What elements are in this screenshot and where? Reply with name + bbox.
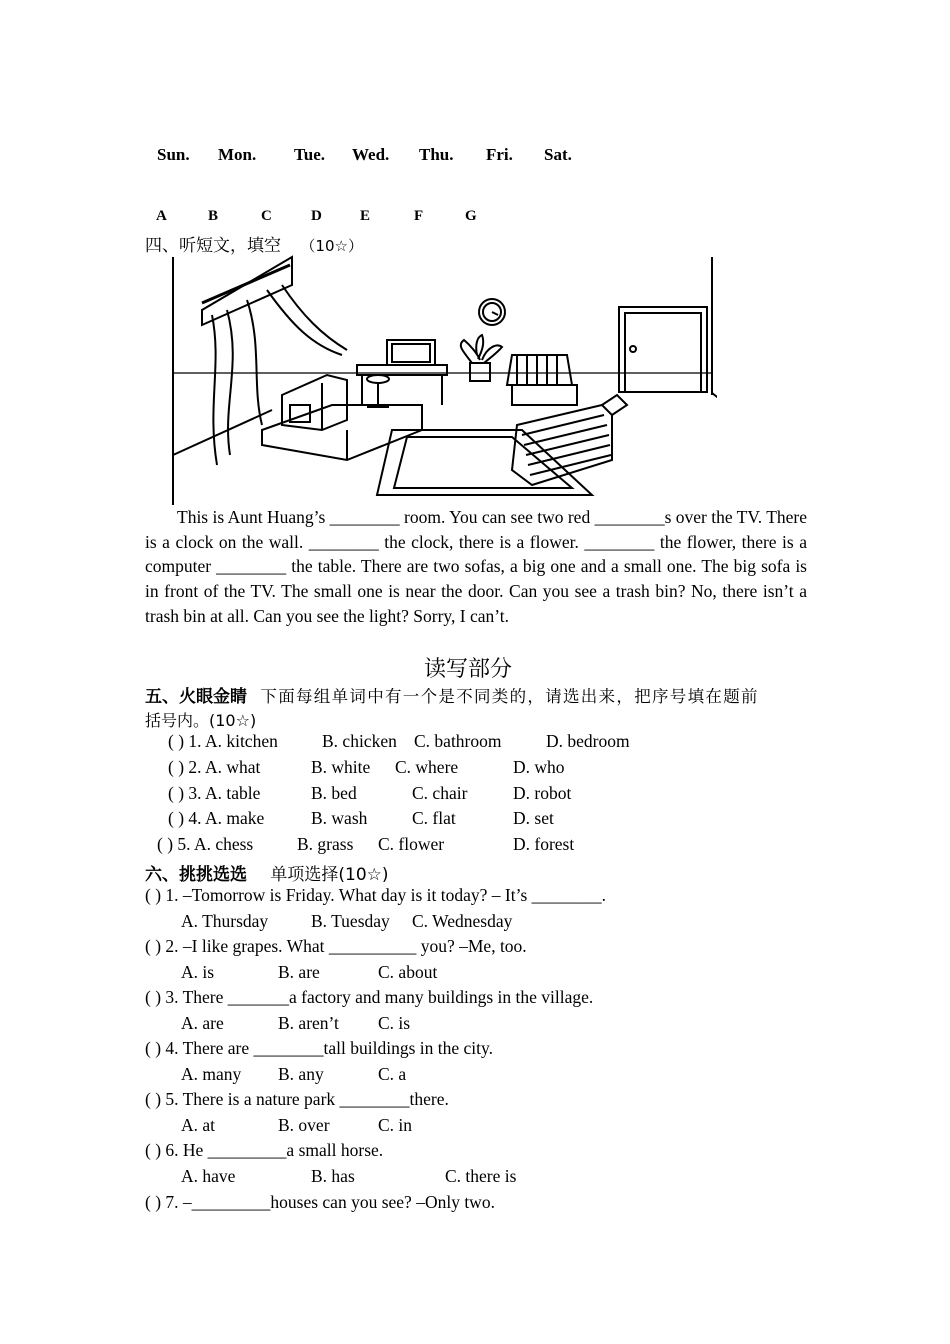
section4-title <box>145 231 363 256</box>
letter-e: E <box>360 208 371 224</box>
s5-a: 2. A. what <box>188 757 261 777</box>
s6-stem: 6. He _________a small horse. <box>165 1140 384 1160</box>
living-room-illustration <box>172 255 717 513</box>
s5-item-4-b: B. wash <box>311 808 368 828</box>
s6-q4 <box>145 1038 493 1059</box>
s6-q7 <box>145 1192 495 1213</box>
s6-stem: 3. There _______a factory and many buildings in the village. <box>165 987 594 1007</box>
s5-paren[interactable]: ( ) <box>168 757 185 777</box>
passage-text: This is Aunt Huang’s ________ room. You can see two red ________s over the TV. There is a clock on the wall. ________ the clock, there is a flower. ________ the flower, there is a computer ________ the table. There are two sofas, a big one and a small one. The big sofa is in front of the TV. The small one is near the door. Can you see a trash bin? No, there isn’t a trash bin at all. Can you see the light? Sorry, I can’t. <box>145 507 807 626</box>
section6-title: 六、挑挑选选 <box>145 865 247 885</box>
s5-item-4 <box>168 808 264 829</box>
s6-stem: 4. There are ________tall buildings in the city. <box>165 1038 493 1058</box>
s6-stem: 2. –I like grapes. What __________ you? –Me, too. <box>165 936 527 956</box>
s5-item-2-b: B. white <box>311 757 371 777</box>
s6-paren[interactable]: ( ) <box>145 1038 162 1058</box>
s6-q1-a: A. Thursday <box>181 911 269 931</box>
day-mon: Mon. <box>218 145 257 164</box>
part-title: 读写部分 <box>424 657 513 682</box>
s5-item-3 <box>168 783 260 804</box>
s6-paren[interactable]: ( ) <box>145 885 162 905</box>
day-sat: Sat. <box>544 145 572 164</box>
s6-paren[interactable]: ( ) <box>145 1089 162 1109</box>
s6-q2-a: A. is <box>181 962 215 982</box>
s5-item-5-d: D. forest <box>513 834 575 854</box>
s6-q1-c: C. Wednesday <box>412 911 513 931</box>
s5-item-5-c: C. flower <box>378 834 445 854</box>
s5-item-5-b: B. grass <box>297 834 354 854</box>
section5-instruction-a: 下面每组单词中有一个是不同类的，请选出来，把序号填在题前 <box>260 687 759 706</box>
s5-item-3-d: D. robot <box>513 783 572 803</box>
s6-q1-b: B. Tuesday <box>311 911 390 931</box>
letter-a: A <box>156 208 167 224</box>
s6-q6-b: B. has <box>311 1166 355 1186</box>
s5-item-1-b: B. chicken <box>322 731 397 751</box>
s6-q4-c: C. a <box>378 1064 407 1084</box>
s6-q5-b: B. over <box>278 1115 330 1135</box>
s5-item-4-c: C. flat <box>412 808 456 828</box>
day-fri: Fri. <box>486 145 513 164</box>
s5-item-3-b: B. bed <box>311 783 357 803</box>
day-thu: Thu. <box>419 145 454 164</box>
section5-heading <box>145 682 759 707</box>
s5-paren[interactable]: ( ) <box>168 808 185 828</box>
letter-b: B <box>208 208 219 224</box>
section4-passage <box>145 505 807 629</box>
s6-paren[interactable]: ( ) <box>145 1192 162 1212</box>
s6-q5 <box>145 1089 449 1110</box>
letter-c: C <box>261 208 272 224</box>
s6-q3-b: B. aren’t <box>278 1013 339 1033</box>
s6-paren[interactable]: ( ) <box>145 987 162 1007</box>
s6-stem: 1. –Tomorrow is Friday. What day is it today? – It’s ________. <box>165 885 607 905</box>
s6-q1 <box>145 885 606 906</box>
section4-title-text: 四、听短文，填空 <box>145 236 281 256</box>
s6-q2-c: C. about <box>378 962 438 982</box>
s5-a: 5. A. chess <box>177 834 254 854</box>
s6-q6-a: A. have <box>181 1166 236 1186</box>
section4-score: （10☆） <box>300 237 363 255</box>
s5-a: 3. A. table <box>188 783 261 803</box>
s6-q6-c: C. there is <box>445 1166 517 1186</box>
section6-heading <box>145 860 389 885</box>
s6-q2-b: B. are <box>278 962 320 982</box>
day-wed: Wed. <box>352 145 390 164</box>
section6-subtitle: 单项选择(10☆) <box>270 865 389 885</box>
s6-q2 <box>145 936 527 957</box>
s5-item-1 <box>168 731 278 752</box>
s5-item-1-d: D. bedroom <box>546 731 630 751</box>
s6-q5-c: C. in <box>378 1115 413 1135</box>
s6-paren[interactable]: ( ) <box>145 1140 162 1160</box>
s5-a: 1. A. kitchen <box>188 731 278 751</box>
s6-q3 <box>145 987 593 1008</box>
s6-paren[interactable]: ( ) <box>145 936 162 956</box>
s5-item-5 <box>157 834 253 855</box>
letter-f: F <box>414 208 424 224</box>
s5-paren[interactable]: ( ) <box>168 783 185 803</box>
s6-q6 <box>145 1140 383 1161</box>
s6-q3-c: C. is <box>378 1013 411 1033</box>
s6-q4-b: B. any <box>278 1064 324 1084</box>
letter-g: G <box>465 208 477 224</box>
s5-item-2-d: D. who <box>513 757 565 777</box>
s5-paren[interactable]: ( ) <box>157 834 174 854</box>
day-sun: Sun. <box>157 145 190 164</box>
section5-title: 五、火眼金睛 <box>145 687 247 707</box>
day-tue: Tue. <box>294 145 326 164</box>
letter-d: D <box>311 208 322 224</box>
s5-item-4-d: D. set <box>513 808 554 828</box>
s5-item-2-c: C. where <box>395 757 459 777</box>
s5-item-2 <box>168 757 260 778</box>
s5-a: 4. A. make <box>188 808 265 828</box>
s6-stem: 7. –_________houses can you see? –Only two. <box>165 1192 495 1212</box>
s6-q3-a: A. are <box>181 1013 224 1033</box>
s5-paren[interactable]: ( ) <box>168 731 185 751</box>
s6-stem: 5. There is a nature park ________there. <box>165 1089 449 1109</box>
s5-item-3-c: C. chair <box>412 783 468 803</box>
section5-instruction-b: 括号内。(10☆) <box>145 711 257 730</box>
s5-item-1-c: C. bathroom <box>414 731 502 751</box>
s6-q5-a: A. at <box>181 1115 216 1135</box>
s6-q4-a: A. many <box>181 1064 242 1084</box>
